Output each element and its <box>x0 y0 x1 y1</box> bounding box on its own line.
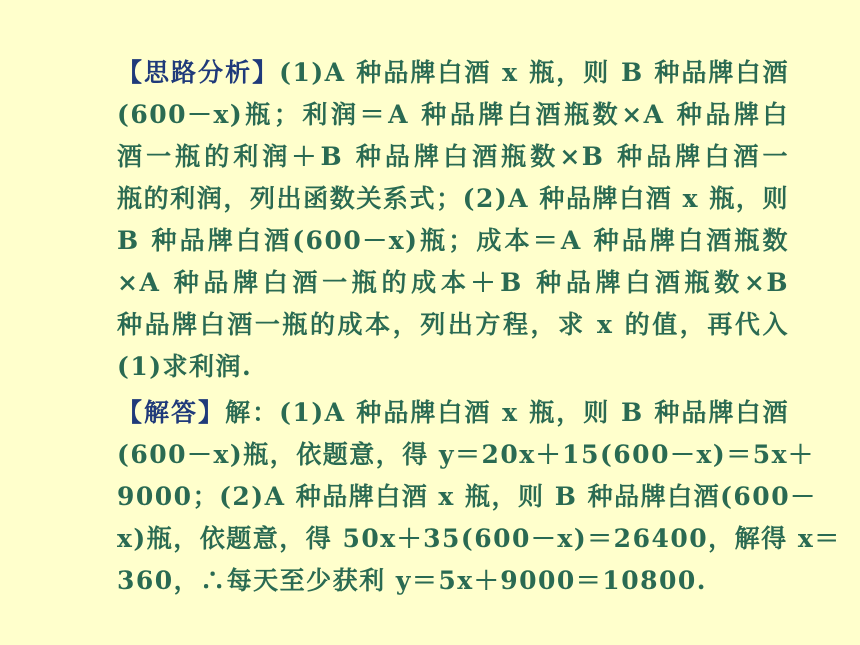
analysis-line-4: 瓶的利润，列出函数关系式；(2)A 种品牌白酒 x 瓶，则 <box>117 184 789 213</box>
analysis-line-5: B 种品牌白酒(600－x)瓶；成本＝A 种品牌白酒瓶数 <box>117 226 789 255</box>
analysis-line-3: 酒一瓶的利润＋B 种品牌白酒瓶数×B 种品牌白酒一 <box>117 142 789 171</box>
solution-label: 【解答】 <box>117 398 226 427</box>
solution-text: 解：(1)A 种品牌白酒 x 瓶，则 B 种品牌白酒 <box>225 398 789 427</box>
analysis-line-8: (1)求利润. <box>117 352 253 381</box>
analysis-section <box>117 52 789 388</box>
solution-line-4: x)瓶，依题意，得 50x＋35(600－x)＝26400，解得 x＝ <box>117 524 841 553</box>
analysis-line-7: 种品牌白酒一瓶的成本，列出方程，求 x 的值，再代入 <box>117 310 789 339</box>
analysis-line-2: (600－x)瓶；利润＝A 种品牌白酒瓶数×A 种品牌白 <box>117 100 789 129</box>
analysis-line-6: ×A 种品牌白酒一瓶的成本＋B 种品牌白酒瓶数×B <box>117 268 789 297</box>
analysis-text: (1)A 种品牌白酒 x 瓶，则 B 种品牌白酒 <box>279 58 789 87</box>
solution-line-2: (600－x)瓶，依题意，得 y＝20x＋15(600－x)＝5x＋ <box>117 440 815 469</box>
solution-line-3: 9000；(2)A 种品牌白酒 x 瓶，则 B 种品牌白酒(600－ <box>117 482 817 511</box>
analysis-label: 【思路分析】 <box>117 58 280 87</box>
analysis-line-1 <box>117 52 789 94</box>
solution-line-1 <box>117 392 789 434</box>
solution-line-5: 360，∴每天至少获利 y＝5x＋9000＝10800. <box>117 566 707 595</box>
solution-section <box>117 392 841 602</box>
